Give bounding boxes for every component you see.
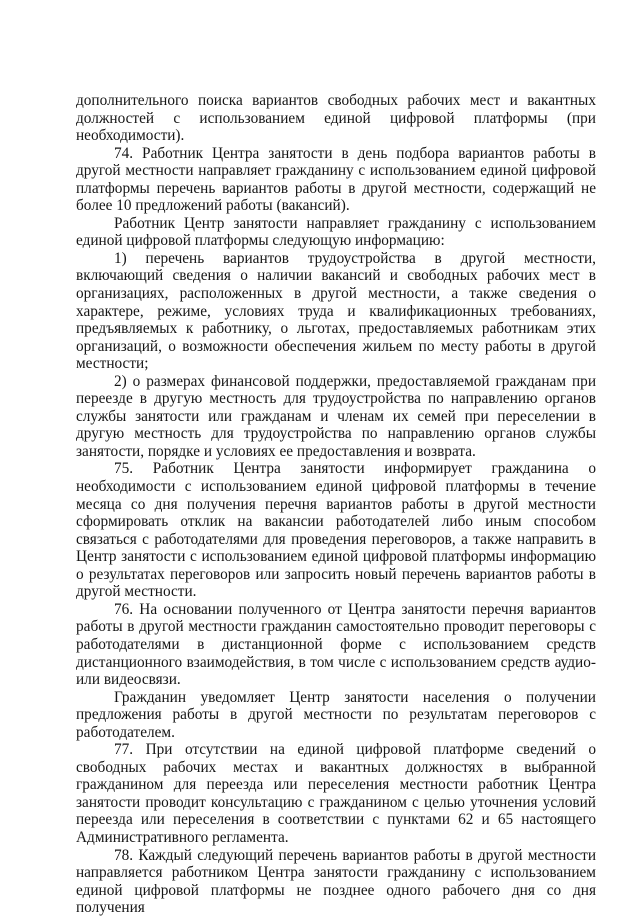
paragraph-74-item-1: 1) перечень вариантов трудоустройства в другой местности, включающий сведения о наличии вакансий и свободных рабочих мест в организациях, расположенных в другой местности, а также сведения о характере, режиме, условиях труда и квалификационных требованиях, предъявляемых к работнику, о льготах, предоставляемых работникам этих организаций, о возможности обеспечения жильем по месту работы в другой местности; (76, 249, 596, 373)
paragraph-76-notice: Гражданин уведомляет Центр занятости населения о получении предложения работы в другой местности по результатам переговоров с работодателем. (76, 688, 596, 741)
paragraph-77: 77. При отсутствии на единой цифровой платформе сведений о свободных рабочих местах и вакантных должностях в выбранной гражданином для переезда или переселения местности работник Центра занятости проводит консультацию с гражданином с целью уточнения условий переезда или переселения в соответствии с пунктами 62 и 65 настоящего Административного регламента. (76, 741, 596, 846)
paragraph-74-item-2: 2) о размерах финансовой поддержки, предоставляемой гражданам при переезде в другую местность для трудоустройства по направлению органов службы занятости или гражданам и членам их семей при переселении в другую местность для трудоустройства по направлению органов службы занятости, порядке и условиях ее предоставления и возврата. (76, 372, 596, 460)
paragraph-76: 76. На основании полученного от Центра занятости перечня вариантов работы в другой местности гражданин самостоятельно проводит переговоры с работодателями в дистанционной форме с использованием средств дистанционного взаимодействия, в том числе с использованием средств аудио- или видеосвязи. (76, 600, 596, 689)
document-page (76, 92, 596, 917)
paragraph-75: 75. Работник Центра занятости информирует гражданина о необходимости с использованием единой цифровой платформы в течение месяца со дня получения перечня вариантов работы в другой местности сформировать отклик на вакансии работодателей либо иным способом связаться с работодателями для проведения переговоров, а также направить в Центр занятости с использованием единой цифровой платформы информацию о результатах переговоров или запросить новый перечень вариантов работы в другой местности. (76, 460, 596, 601)
paragraph-74-info-intro: Работник Центр занятости направляет гражданину с использованием единой цифровой платформы следующую информацию: (76, 214, 596, 250)
paragraph-78: 78. Каждый следующий перечень вариантов работы в другой местности направляется работником Центра занятости гражданину с использованием единой цифровой платформы не позднее одного рабочего дня со дня получения (76, 846, 596, 917)
paragraph-continuation: дополнительного поиска вариантов свободных рабочих мест и вакантных должностей с использованием единой цифровой платформы (при необходимости). (76, 92, 596, 145)
paragraph-74: 74. Работник Центра занятости в день подбора вариантов работы в другой местности направляет гражданину с использованием единой цифровой платформы перечень вариантов работы в другой местности, содержащий не более 10 предложений работы (вакансий). (76, 144, 596, 215)
